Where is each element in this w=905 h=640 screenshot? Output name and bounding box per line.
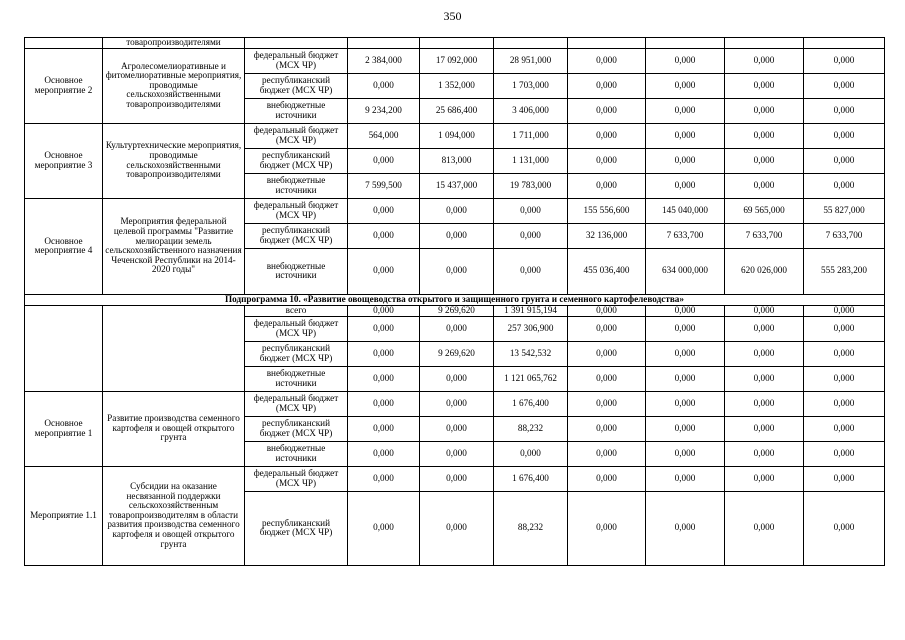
value-cell: 0,000 [568,366,646,391]
value-cell: 7 633,700 [646,223,725,248]
name-cell: товаропроизводителями [103,38,245,49]
value-cell: 0,000 [646,305,725,316]
value-cell: 0,000 [348,391,420,416]
value-cell: 1 121 065,762 [494,366,568,391]
source-cell: республиканский бюджет (МСХ ЧР) [245,491,348,565]
value-cell: 0,000 [725,98,804,123]
value-cell: 1 711,000 [494,123,568,148]
value-cell: 0,000 [804,366,885,391]
table-row [25,391,885,416]
value-cell: 0,000 [568,305,646,316]
value-cell: 0,000 [725,316,804,341]
value-cell: 0,000 [646,98,725,123]
source-cell: внебюджетные источники [245,441,348,466]
value-cell: 28 951,000 [494,48,568,73]
name-cell: Агролесомелиоративные и фитомелиоративные мероприятия, проводимые сельскохозяйственными товаропроизводителями [103,48,245,123]
value-cell: 2 384,000 [348,48,420,73]
value-cell: 0,000 [568,48,646,73]
value-cell: 0,000 [725,173,804,198]
value-cell: 0,000 [568,391,646,416]
activity-cell [25,38,103,49]
value-cell: 0,000 [494,223,568,248]
value-cell: 0,000 [348,416,420,441]
source-cell: республиканский бюджет (МСХ ЧР) [245,148,348,173]
value-cell: 0,000 [804,98,885,123]
value-cell: 0,000 [494,198,568,223]
value-cell: 0,000 [420,391,494,416]
budget-table [24,37,885,566]
value-cell: 0,000 [646,366,725,391]
value-cell: 69 565,000 [725,198,804,223]
value-cell: 0,000 [646,148,725,173]
value-cell: 1 391 915,194 [494,305,568,316]
value-cell: 13 542,532 [494,341,568,366]
value-cell: 0,000 [420,366,494,391]
name-cell: Развитие производства семенного картофеля и овощей открытого грунта [103,391,245,466]
value-cell: 0,000 [804,341,885,366]
value-cell: 0,000 [804,466,885,491]
source-cell: внебюджетные источники [245,248,348,294]
value-cell: 455 036,400 [568,248,646,294]
value-cell: 0,000 [646,123,725,148]
activity-cell: Основное мероприятие 3 [25,123,103,198]
value-cell: 0,000 [348,341,420,366]
value-cell: 0,000 [420,441,494,466]
value-cell: 9 269,620 [420,341,494,366]
value-cell: 9 269,620 [420,305,494,316]
value-cell: 0,000 [725,441,804,466]
value-cell: 0,000 [348,198,420,223]
value-cell: 564,000 [348,123,420,148]
value-cell: 0,000 [420,416,494,441]
source-cell: федеральный бюджет (МСХ ЧР) [245,48,348,73]
value-cell: 1 676,400 [494,391,568,416]
source-cell: федеральный бюджет (МСХ ЧР) [245,198,348,223]
value-cell: 0,000 [646,48,725,73]
value-cell: 0,000 [804,173,885,198]
source-cell: республиканский бюджет (МСХ ЧР) [245,223,348,248]
value-cell: 0,000 [646,316,725,341]
value-cell: 0,000 [568,416,646,441]
value-cell: 0,000 [725,48,804,73]
value-cell: 0,000 [420,223,494,248]
subprogram-header-row [25,294,885,305]
value-cell: 0,000 [804,416,885,441]
value-cell: 0,000 [420,248,494,294]
value-cell: 0,000 [568,173,646,198]
value-cell: 0,000 [494,441,568,466]
activity-cell: Основное мероприятие 4 [25,198,103,294]
source-cell: республиканский бюджет (МСХ ЧР) [245,341,348,366]
value-cell: 1 703,000 [494,73,568,98]
value-cell: 0,000 [725,491,804,565]
value-cell: 1 131,000 [494,148,568,173]
value-cell: 7 633,700 [804,223,885,248]
value-cell: 0,000 [804,305,885,316]
source-cell: республиканский бюджет (МСХ ЧР) [245,73,348,98]
value-cell: 0,000 [494,248,568,294]
value-cell: 0,000 [348,248,420,294]
source-cell: федеральный бюджет (МСХ ЧР) [245,316,348,341]
activity-cell: Основное мероприятие 1 [25,391,103,466]
value-cell: 7 599,500 [348,173,420,198]
source-cell [245,38,348,49]
value-cell: 634 000,000 [646,248,725,294]
value-cell: 1 352,000 [420,73,494,98]
value-cell: 0,000 [725,148,804,173]
value-cell: 0,000 [568,341,646,366]
value-cell: 88,232 [494,491,568,565]
table-row [25,123,885,148]
value-cell: 0,000 [348,223,420,248]
value-cell: 0,000 [348,491,420,565]
value-cell: 0,000 [646,73,725,98]
value-cell: 0,000 [348,441,420,466]
source-cell: внебюджетные источники [245,98,348,123]
value-cell: 0,000 [420,198,494,223]
source-cell: федеральный бюджет (МСХ ЧР) [245,466,348,491]
value-cell: 0,000 [646,491,725,565]
value-cell: 3 406,000 [494,98,568,123]
table-row [25,38,885,49]
table-row [25,305,885,316]
value-cell: 0,000 [568,148,646,173]
value-cell: 0,000 [725,366,804,391]
value-cell: 17 092,000 [420,48,494,73]
value-cell: 0,000 [420,491,494,565]
value-cell: 0,000 [725,341,804,366]
value-cell: 0,000 [348,366,420,391]
activity-cell [25,305,103,391]
value-cell: 0,000 [725,391,804,416]
value-cell: 155 556,600 [568,198,646,223]
value-cell: 0,000 [348,316,420,341]
value-cell: 0,000 [646,341,725,366]
value-cell: 0,000 [804,391,885,416]
value-cell: 0,000 [568,73,646,98]
value-cell: 0,000 [646,173,725,198]
value-cell: 0,000 [348,466,420,491]
value-cell: 0,000 [568,316,646,341]
value-cell: 0,000 [646,466,725,491]
value-cell: 0,000 [804,491,885,565]
activity-cell: Основное мероприятие 2 [25,48,103,123]
value-cell: 19 783,000 [494,173,568,198]
value-cell: 0,000 [568,441,646,466]
value-cell: 55 827,000 [804,198,885,223]
value-cell: 0,000 [804,441,885,466]
value-cell: 0,000 [646,416,725,441]
source-cell: всего [245,305,348,316]
name-cell: Мероприятия федеральной целевой программы "Развитие мелиорации земель сельскохозяйственного назначения Чеченской Республики на 2014-2020 годы" [103,198,245,294]
name-cell [103,305,245,391]
source-cell: федеральный бюджет (МСХ ЧР) [245,391,348,416]
value-cell: 1 094,000 [420,123,494,148]
value-cell: 620 026,000 [725,248,804,294]
value-cell: 0,000 [804,73,885,98]
value-cell: 0,000 [804,123,885,148]
source-cell: федеральный бюджет (МСХ ЧР) [245,123,348,148]
table-body [25,38,885,566]
value-cell: 145 040,000 [646,198,725,223]
value-cell: 0,000 [646,391,725,416]
value-cell: 0,000 [725,73,804,98]
table-row [25,48,885,73]
value-cell: 32 136,000 [568,223,646,248]
value-cell: 0,000 [420,316,494,341]
value-cell: 0,000 [804,316,885,341]
source-cell: внебюджетные источники [245,173,348,198]
value-cell: 0,000 [348,148,420,173]
value-cell: 1 676,400 [494,466,568,491]
value-cell: 555 283,200 [804,248,885,294]
value-cell: 0,000 [568,491,646,565]
page-number: 350 [443,9,462,23]
value-cell: 9 234,200 [348,98,420,123]
value-cell: 0,000 [804,48,885,73]
value-cell: 25 686,400 [420,98,494,123]
value-cell: 0,000 [348,73,420,98]
table-row [25,198,885,223]
value-cell: 15 437,000 [420,173,494,198]
name-cell: Субсидии на оказание несвязанной поддержки сельскохозяйственным товаропроизводителям в области развития производства семенного картофеля и овощей открытого грунта [103,466,245,565]
value-cell: 0,000 [725,305,804,316]
value-cell: 88,232 [494,416,568,441]
value-cell: 0,000 [725,123,804,148]
value-cell: 0,000 [348,305,420,316]
value-cell: 0,000 [420,466,494,491]
value-cell: 0,000 [804,148,885,173]
name-cell: Культуртехнические мероприятия, проводимые сельскохозяйственными товаропроизводителями [103,123,245,198]
value-cell: 257 306,900 [494,316,568,341]
value-cell: 0,000 [568,123,646,148]
source-cell: республиканский бюджет (МСХ ЧР) [245,416,348,441]
table-row [25,466,885,491]
activity-cell: Мероприятие 1.1 [25,466,103,565]
value-cell: 0,000 [568,98,646,123]
subprogram-title: Подпрограмма 10. «Развитие овощеводства открытого и защищенного грунта и семенного картофелеводства» [25,294,885,305]
value-cell: 0,000 [568,466,646,491]
value-cell: 0,000 [646,441,725,466]
source-cell: внебюджетные источники [245,366,348,391]
value-cell: 0,000 [725,416,804,441]
value-cell: 813,000 [420,148,494,173]
value-cell: 0,000 [725,466,804,491]
value-cell: 7 633,700 [725,223,804,248]
